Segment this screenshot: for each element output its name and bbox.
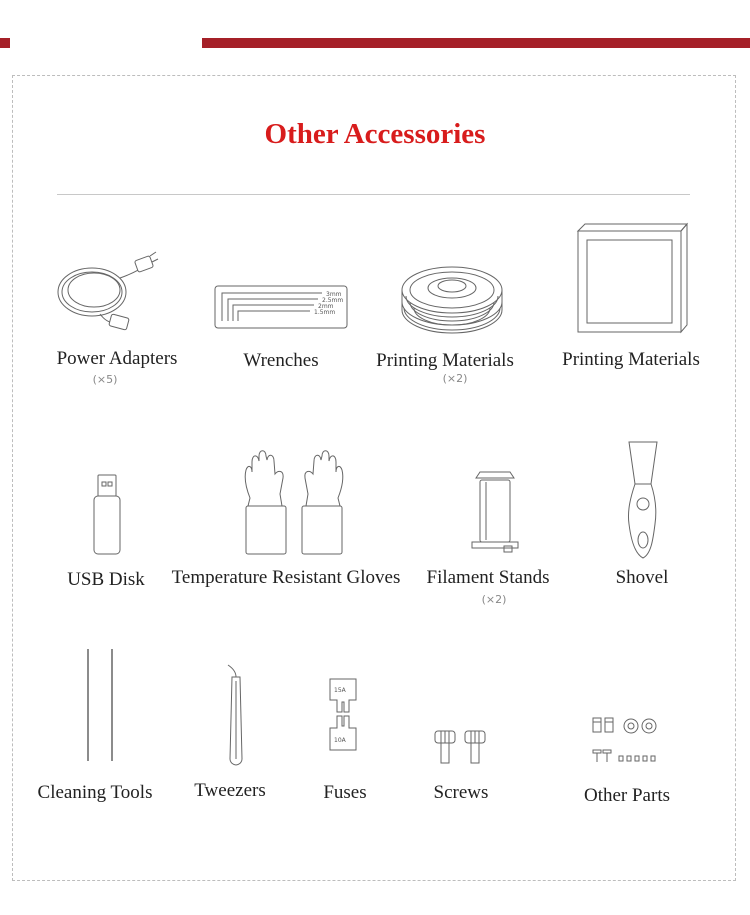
item-label-filament-stands: Filament Stands: [426, 567, 550, 588]
item-label-shovel: Shovel: [615, 567, 669, 588]
wrench-size-2-5mm: 2.5mm: [322, 297, 344, 304]
hex-wrench-set-icon: [214, 285, 348, 329]
item-label-tweezers: Tweezers: [194, 780, 266, 801]
gloves-icon: [242, 448, 346, 556]
fuses-icon: [329, 678, 357, 764]
shovel-icon: [623, 440, 661, 560]
item-label-cleaning-tools: Cleaning Tools: [37, 782, 153, 803]
item-label-wrenches: Wrenches: [243, 350, 319, 371]
item-label-other-parts: Other Parts: [583, 785, 670, 806]
section-title: Other Accessories: [264, 118, 486, 150]
wrench-size-1-5mm: 1.5mm: [314, 309, 336, 316]
item-label-power-adapters: Power Adapters: [56, 348, 178, 369]
item-label-printing-materials-plate: Printing Materials: [562, 349, 700, 370]
filament-stand-icon: [470, 470, 520, 556]
item-label-screws: Screws: [433, 782, 489, 803]
item-label-gloves: Temperature Resistant Gloves: [171, 567, 401, 588]
tweezers-icon: [226, 663, 246, 767]
item-qty-printing-materials-spool: (×2): [442, 372, 468, 385]
item-label-fuses-text: Fuses: [323, 782, 367, 803]
thumb-screws-icon: [433, 729, 489, 765]
usb-disk-icon: [92, 474, 122, 556]
header-accent-bar-right: [202, 38, 750, 48]
wrench-size-2mm: 2mm: [318, 303, 334, 310]
item-qty-filament-stands: (×2): [481, 593, 507, 606]
wrench-size-3mm: 3mm: [326, 291, 342, 298]
title-divider: [57, 194, 690, 195]
other-parts-icon: [591, 716, 661, 764]
build-plate-icon: [577, 223, 689, 335]
item-label-printing-materials-spool: Printing Materials: [376, 350, 514, 371]
filament-spool-icon: [400, 252, 504, 336]
power-cable-icon: [50, 248, 160, 338]
item-qty-power-adapters: (×5): [92, 373, 118, 386]
header-accent-bar-left: [0, 38, 10, 48]
fuse-rating-10a: 10A: [334, 737, 346, 744]
cleaning-needles-icon: [84, 648, 118, 762]
fuse-rating-15a: 15A: [334, 687, 346, 694]
item-label-usb-disk: USB Disk: [67, 569, 145, 590]
